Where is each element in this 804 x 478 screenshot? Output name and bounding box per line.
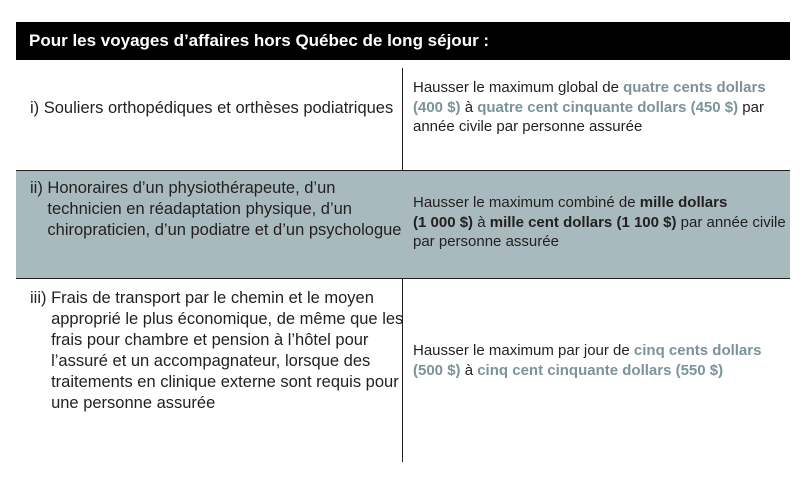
row-separator bbox=[16, 278, 790, 279]
new-amount: cinq cent cinquante dollars (550 $) bbox=[477, 361, 724, 379]
table-title: Pour les voyages d’affaires hors Québec de long séjour : bbox=[16, 22, 790, 60]
table-row bbox=[16, 170, 790, 278]
item-description: Honoraires d’un physiothérapeute, d’un technicien en réadaptation physique, d’un chiropraticien, d’un podiatre et d’un psychologue bbox=[47, 179, 402, 239]
old-amount: mille dollars (1 000 $) bbox=[413, 194, 728, 231]
change-text: à bbox=[473, 213, 490, 231]
new-amount: quatre cent cinquante dollars (450 $) bbox=[477, 98, 739, 116]
change-text: à bbox=[460, 98, 478, 116]
old-amount: quatre cents dollars (400 $) bbox=[413, 79, 766, 116]
change-cell bbox=[413, 78, 788, 137]
change-text: Hausser le maximum combiné de bbox=[413, 194, 640, 211]
new-amount: mille cent dollars (1 100 $) bbox=[489, 213, 677, 231]
item-description: Souliers orthopédiques et orthèses podiatriques bbox=[43, 99, 394, 117]
change-text: Hausser le maximum par jour de bbox=[413, 342, 634, 359]
item-cell bbox=[30, 178, 405, 241]
change-text: par année civile par personne assurée bbox=[413, 213, 786, 250]
table-row bbox=[16, 60, 790, 170]
old-amount: cinq cents dollars (500 $) bbox=[413, 342, 762, 379]
item-cell bbox=[30, 98, 405, 119]
item-cell bbox=[30, 288, 405, 414]
change-cell bbox=[413, 341, 788, 380]
item-number: iii) bbox=[30, 289, 52, 307]
item-description: Frais de transport par le chemin et le moyen approprié le plus économique, de même que les frais pour chambre et pension à l’hôtel pour l’assuré et un accompagnateur, lorsque des traitements en clinique externe sont requis pour une personne assurée bbox=[51, 289, 404, 412]
item-number: i) bbox=[30, 99, 44, 117]
table-row bbox=[16, 278, 790, 463]
change-text: Hausser le maximum global de bbox=[413, 79, 624, 96]
change-text: à bbox=[460, 361, 478, 379]
change-cell bbox=[413, 193, 788, 252]
row-separator bbox=[16, 170, 790, 171]
change-text: par année civile par personne assurée bbox=[413, 98, 764, 135]
item-number: ii) bbox=[30, 179, 48, 197]
